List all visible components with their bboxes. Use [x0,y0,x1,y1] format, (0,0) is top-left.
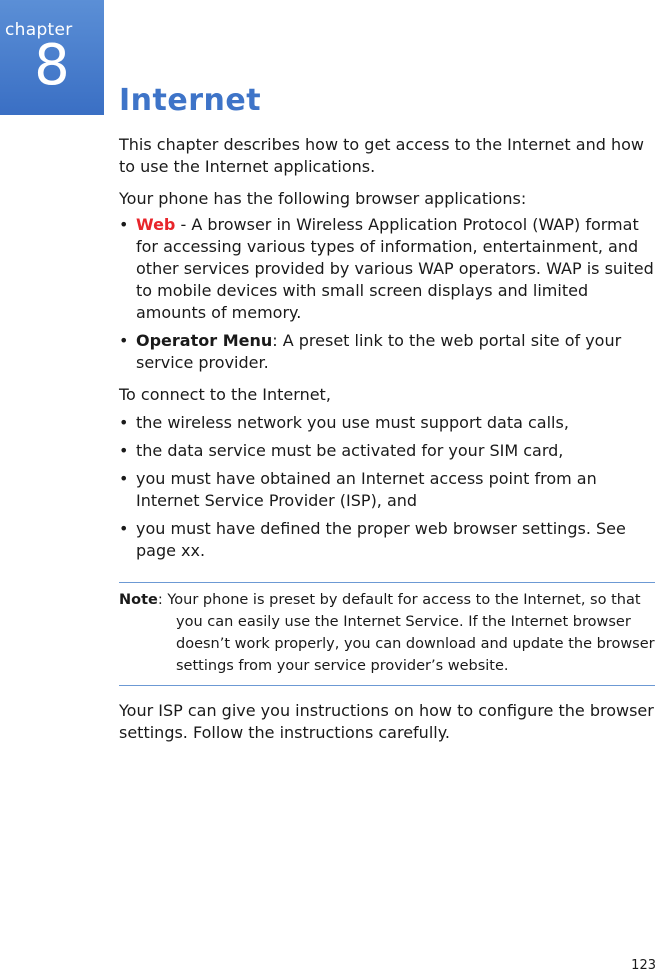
list-item [119,468,655,512]
page-number: 123 [631,958,656,973]
operator-menu-description: : A preset link to the web portal site of your service provider. [136,331,622,372]
note-body [119,589,655,677]
main-content [119,134,655,754]
browser-intro: Your phone has the following browser applications: [119,189,527,208]
list-item-operator-menu [119,330,655,374]
closing-paragraph: Your ISP can give you instructions on how to configure the browser settings. Follow the instructions carefully. [119,701,654,742]
requirement-text: you must have defined the proper web browser settings. See page xx. [136,519,626,560]
list-item [119,412,655,434]
term-web: Web [136,215,176,234]
chapter-number: 8 [34,33,70,98]
list-item-web [119,214,655,324]
requirement-text: the wireless network you use must support data calls, [136,413,569,432]
bullet: • [119,441,129,460]
list-item [119,518,655,562]
chapter-label: chapter [5,20,73,40]
intro-paragraph: This chapter describes how to get access to the Internet and how to use the Internet applications. [119,135,644,176]
term-operator-menu: Operator Menu [136,331,273,350]
connect-requirements-list [119,412,655,562]
web-description: - A browser in Wireless Application Protocol (WAP) format for accessing various types of information, entertainment, and other services provided by various WAP operators. WAP is suited to mobile devices with small screen displays and limited amounts of memory. [136,215,654,322]
bullet: • [119,413,129,432]
bullet: • [119,519,129,538]
bullet: • [119,331,129,350]
note-box [119,582,655,686]
note-label: Note [119,592,158,608]
requirement-text: you must have obtained an Internet access point from an Internet Service Provider (ISP), and [136,469,597,510]
bullet: • [119,469,129,488]
connect-intro: To connect to the Internet, [119,385,331,404]
list-item [119,440,655,462]
note-text: : Your phone is preset by default for access to the Internet, so that you can easily use the Internet Service. If the Internet browser doesn’t work properly, you can download and update the browser settings from your service provider’s website. [157,592,655,674]
page-title: Internet [119,83,262,118]
browser-app-list [119,214,655,374]
requirement-text: the data service must be activated for your SIM card, [136,441,564,460]
bullet: • [119,215,129,234]
chapter-tab [0,0,104,115]
